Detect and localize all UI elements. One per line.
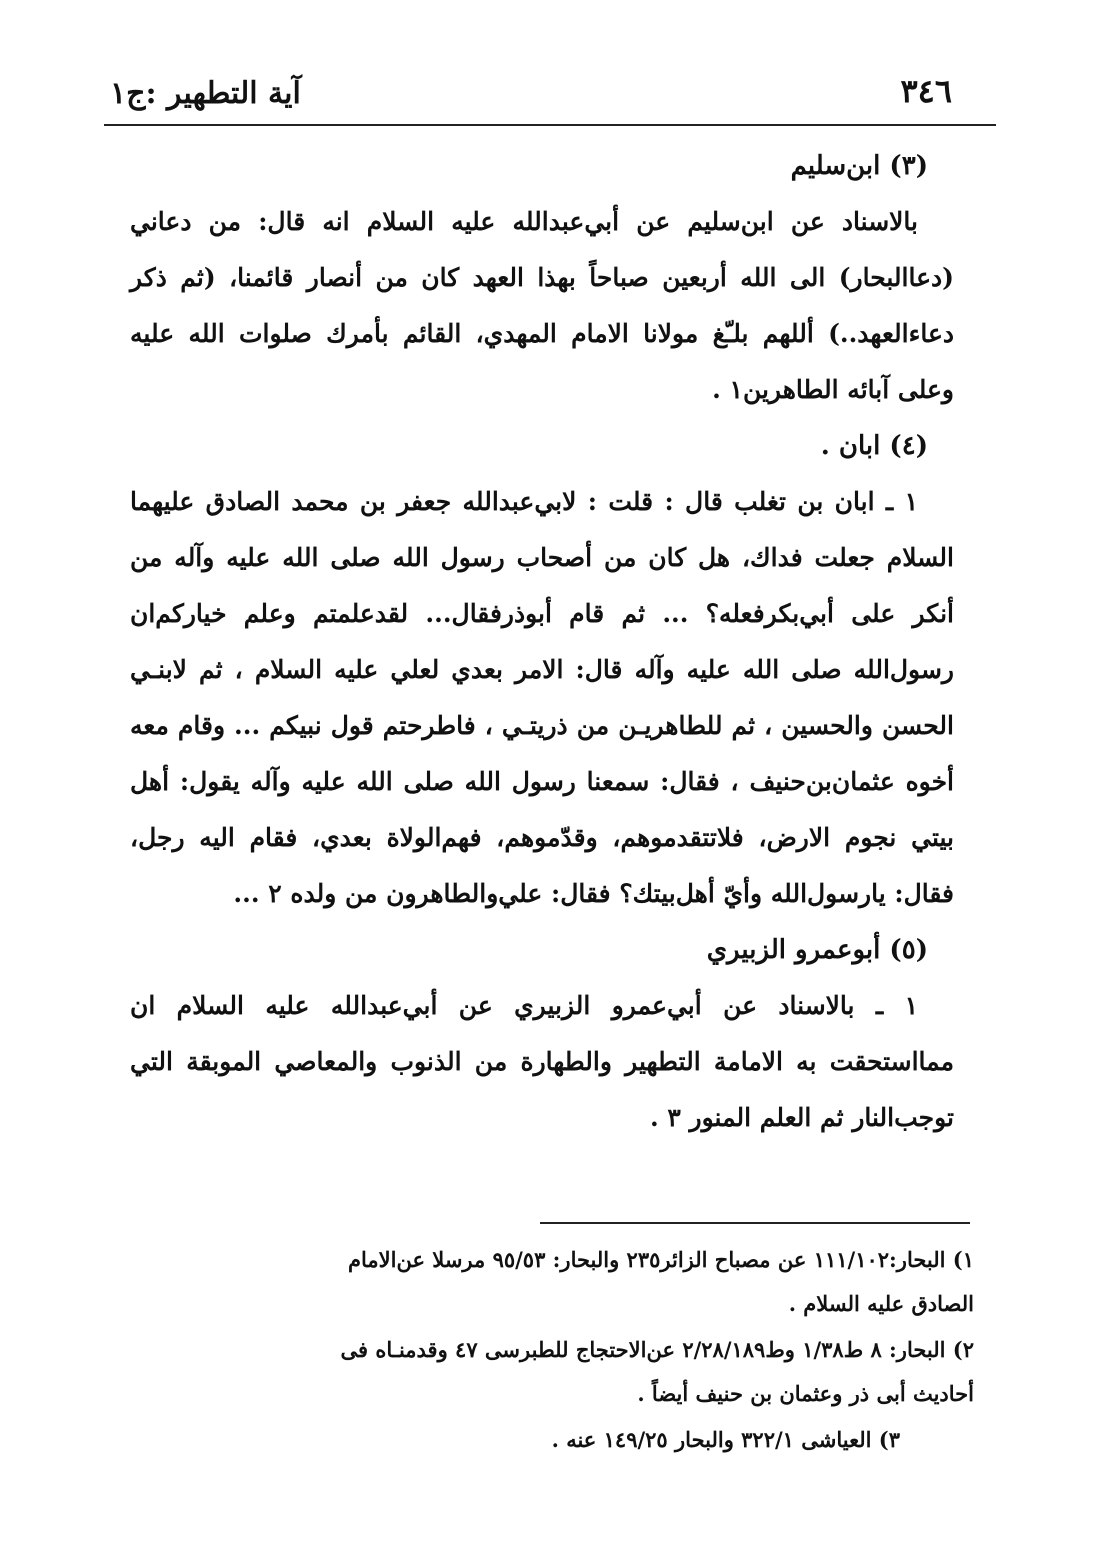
footnote-1-continuation: الصادق عليه السلام . xyxy=(788,1291,974,1316)
footnotes xyxy=(128,1238,974,1462)
main-text xyxy=(130,138,954,1146)
footnote-divider xyxy=(540,1222,970,1224)
paragraph-ibn-salim: بالاسناد عن ابن‌سليم عن أبي‌عبدالله عليه السلام انه قال: من دعاني (دعاالبحار) الى الله أربعين صباحاً بهذا العهد كان من أنصار قائمنا، (ثم ذكر دعاءالعهد..) أللهم بلـّغ مولانا الامام المهدي، القائم بأمرك صلوات الله عليه وعلى آبائه الطاهرين١ . xyxy=(130,207,954,404)
footnote-3: ٣) العياشى ٣٢٢/١ والبحار ١٤٩/٢٥ عنه . xyxy=(551,1427,900,1452)
running-title: آية التطهير :ج۱ xyxy=(110,76,301,111)
footnote-1: ١) البحار:١١١/١٠٢ عن مصباح الزائر٢٣٥ والبحار: ٩٥/٥٣ مرسلا عن‌الامام xyxy=(348,1247,974,1272)
footnote-2: ٢) البحار: ٨ ط١/٣٨ وط٢/٢٨/١٨٩ عن‌الاحتجاج للطبرسى ٤٧ وقدمنـاه فى xyxy=(340,1337,974,1362)
page-number: ٣٤٦ xyxy=(900,72,952,110)
header-divider xyxy=(104,124,996,126)
section-heading-ibn-salim: (٣) ابن‌سليم xyxy=(790,151,928,181)
paragraph-aban: ١ ـ ابان بن تغلب قال : قلت : لابي‌عبدالله جعفر بن محمد الصادق عليهما السلام جعلت فداك، هل كان من أصحاب رسول الله صلى الله عليه وآله من أنكر على أبي‌بكرفعله؟ ... ثم قام أبوذرفقال... لقدعلمتم وعلم خياركم‌ان رسول‌الله صلى الله عليه وآله قال: الامر بعدي لعلي عليه السلام ، ثم لابنـي الحسن والحسين ، ثم للطاهريـن من ذريتـي ، فاطرحتم قول نبيكم ... وقام معه أخوه عثمان‌بن‌حنيف ، فقال: سمعنا رسول الله صلى الله عليه وآله يقول: أهل بيتي نجوم الارض، فلاتتقدموهم، وقدّموهم، فهم‌الولاة بعدي، فقام اليه رجل، فقال: يارسول‌الله وأيّ أهل‌بيتك؟ فقال: علي‌والطاهرون من ولده ٢ ... xyxy=(130,487,954,908)
section-heading-abu-amr: (٥) أبوعمرو الزبيري xyxy=(706,935,928,965)
paragraph-abu-amr: ١ ـ بالاسناد عن أبي‌عمرو الزبيري عن أبي‌عبدالله عليه السلام ان مما‌استحقت به الامامة التطهير والطهارة من الذنوب والمعاصي الموبقة التي توجب‌النار ثم العلم المنور ٣ . xyxy=(130,991,954,1132)
footnote-2-continuation: أحاديث أبى ذر وعثمان بن حنيف أيضاً . xyxy=(637,1381,974,1406)
section-heading-aban: (٤) ابان . xyxy=(820,431,928,461)
